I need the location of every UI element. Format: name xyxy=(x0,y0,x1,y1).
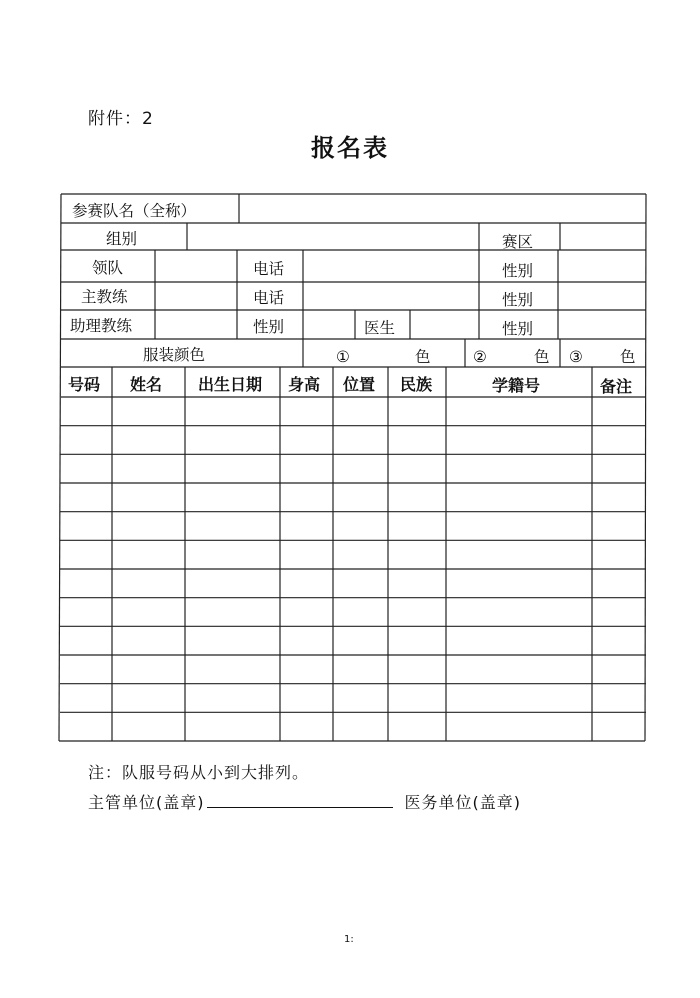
medical-seal-label: 医务单位(盖章) xyxy=(404,793,521,812)
coach-phone-label: 电话 xyxy=(253,289,285,307)
assistant-coach-label: 助理教练 xyxy=(70,317,133,335)
group-label: 组别 xyxy=(106,230,138,248)
empty-row-lines xyxy=(60,426,646,713)
color-3-num: ③ xyxy=(569,348,583,366)
leader-label: 领队 xyxy=(92,259,124,277)
leader-gender-label: 性别 xyxy=(502,262,534,280)
header-ethnicity: 民族 xyxy=(400,375,433,394)
header-height: 身高 xyxy=(288,375,321,394)
leader-phone-label: 电话 xyxy=(253,260,285,278)
uniform-color-label: 服装颜色 xyxy=(143,346,206,364)
header-position: 位置 xyxy=(343,375,376,394)
doctor-label: 医生 xyxy=(364,319,396,337)
supervisor-seal-blank[interactable] xyxy=(207,791,393,808)
signature-line xyxy=(88,790,521,813)
team-name-label: 参赛队名（全称） xyxy=(72,202,197,220)
coach-gender-label: 性别 xyxy=(502,291,534,309)
form-title: 报名表 xyxy=(311,134,389,162)
page-number: 1: xyxy=(344,934,354,945)
region-label: 赛区 xyxy=(502,233,534,251)
attachment-label: 附件：2 xyxy=(88,109,154,129)
header-name: 姓名 xyxy=(130,375,163,394)
color-1-num: ① xyxy=(336,348,350,366)
assistant-gender-label: 性别 xyxy=(253,318,285,336)
head-coach-label: 主教练 xyxy=(81,288,128,306)
color-3-suffix: 色 xyxy=(620,348,636,366)
table-border-left xyxy=(59,194,61,741)
color-2-suffix: 色 xyxy=(534,348,550,366)
header-number: 号码 xyxy=(68,375,101,394)
header-birthdate: 出生日期 xyxy=(198,375,263,394)
doctor-gender-label: 性别 xyxy=(502,320,534,338)
color-2-num: ② xyxy=(473,348,487,366)
note-text: 注：队服号码从小到大排列。 xyxy=(88,763,310,782)
header-student-id: 学籍号 xyxy=(492,376,541,395)
supervisor-seal-label: 主管单位(盖章) xyxy=(88,793,205,812)
table-border-right xyxy=(645,194,646,741)
header-remarks: 备注 xyxy=(600,377,633,396)
color-1-suffix: 色 xyxy=(415,348,431,366)
